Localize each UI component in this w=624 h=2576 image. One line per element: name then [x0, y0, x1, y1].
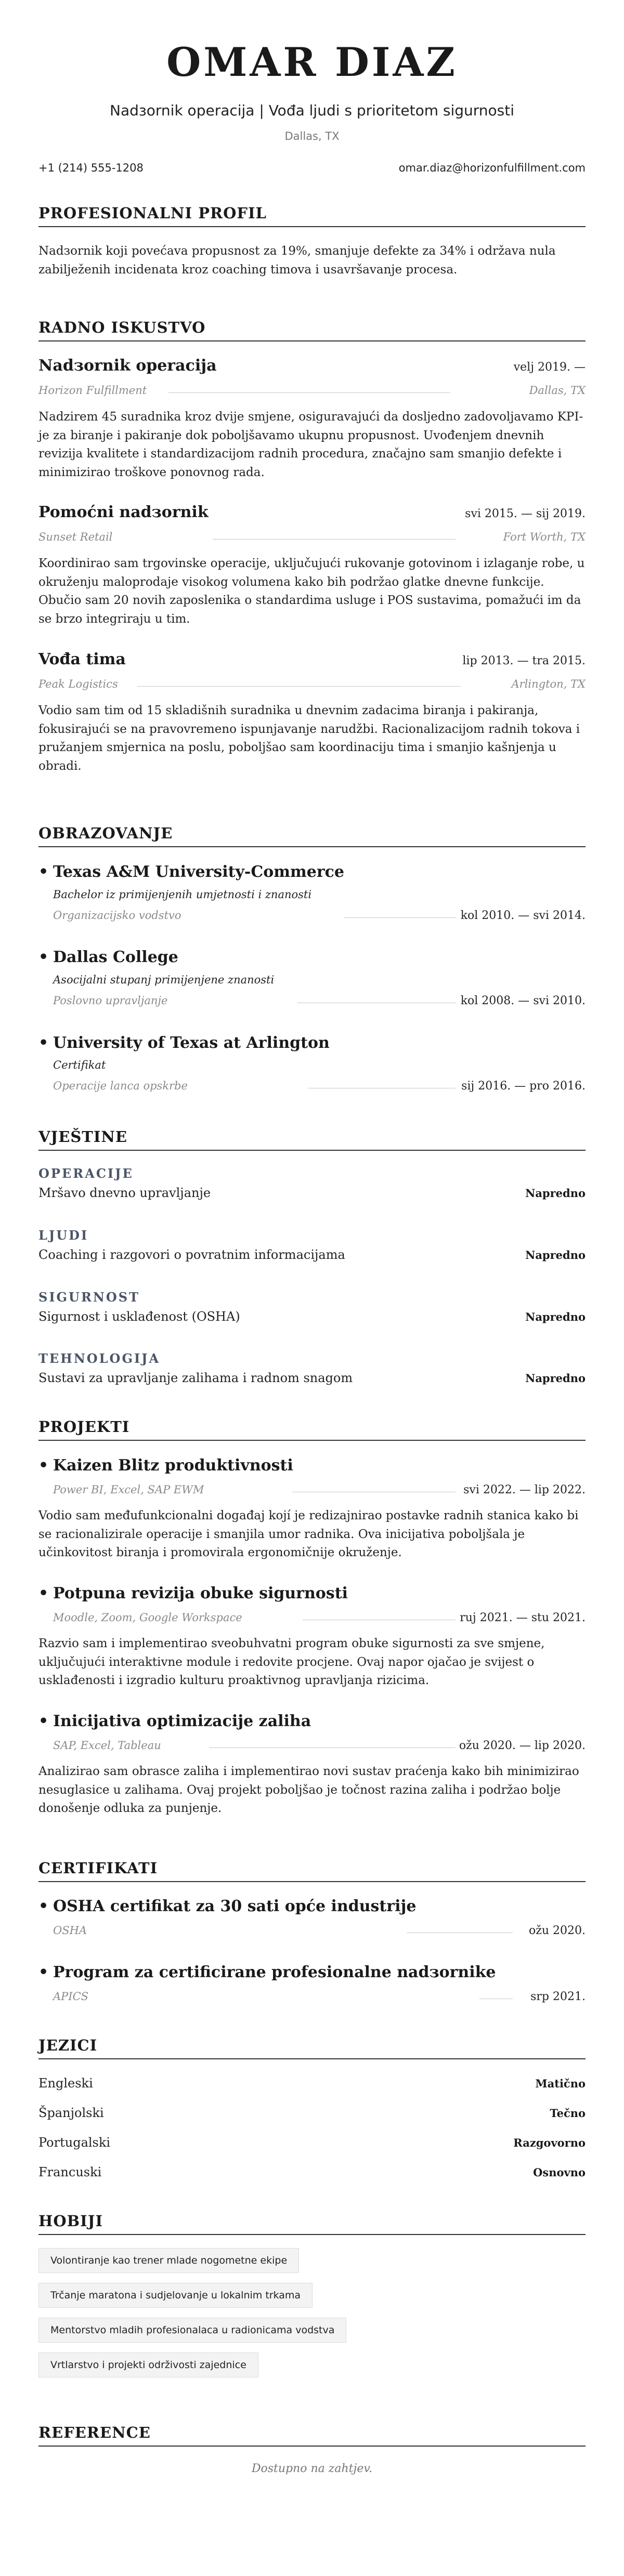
job-meta	[38, 531, 586, 544]
contact-row	[38, 162, 586, 177]
skill-name: Sigurnost i usklađenost (OSHA)	[38, 1309, 240, 1324]
section-title-references: REFERENCE	[38, 2424, 586, 2447]
language-level: Osnovno	[533, 2166, 586, 2179]
section-title-projects: PROJEKTI	[38, 1418, 586, 1441]
project-description: Analizirao sam obrasce zaliha i implementirao novi sustav praćenja kako bih minimizirao nesuglasice u zalihama. Ovaj projekt poboljšao je točnost razina zaliha i podržao bolje donošenje odluka za punjenje.	[38, 1765, 579, 1816]
school-name: Dallas College	[53, 948, 178, 966]
degree-name: Bachelor iz primijenjenih umjetnosti i znanosti	[53, 888, 312, 901]
job-company: Peak Logistics	[38, 678, 118, 690]
bullet-icon: •	[38, 1712, 49, 1730]
section-title-skills: VJEŠTINE	[38, 1128, 586, 1151]
skill-category: SIGURNOST	[38, 1290, 140, 1305]
job-description: Vodio sam tim od 15 skladišnih suradnika u dnevnim zadacima biranja i pakiranja, fokusirajući se na pravovremeno ispunjavanje narudžbi. Racionalizacijom radnih tokova i pružanjem smjernica na poslu, poboljšao sam koordinaciju tima i smanjio kašnjenja u obradi.	[38, 704, 580, 773]
resume-subtitle: Nadзornik operacija | Vođa ljudi s prioritetom sigurnosti	[110, 102, 514, 119]
hobby-tag: Volontiranje kao trener mlade nogometne ekipe	[38, 2248, 299, 2273]
language-row	[38, 2106, 586, 2122]
education-item	[38, 948, 178, 966]
certificate-name: OSHA certifikat za 30 sati opće industrije	[53, 1897, 417, 1915]
job-dates: velj 2019. —	[513, 361, 586, 374]
hobby-tag: Mentorstvo mladih profesionalaca u radionicama vodstva	[38, 2318, 346, 2343]
language-name: Francuski	[38, 2165, 102, 2179]
project-item	[38, 1584, 348, 1602]
section-title-certificates: CERTIFIKATI	[38, 1859, 586, 1882]
section-title-languages: JEZICI	[38, 2036, 586, 2059]
degree-name: Certifikat	[53, 1059, 106, 1071]
job-dates: svi 2015. — sij 2019.	[465, 507, 586, 520]
project-meta	[53, 1739, 586, 1753]
skill-name: Sustavi za upravljanje zalihama i radnom snagom	[38, 1371, 353, 1385]
language-level: Matično	[535, 2077, 586, 2090]
job-location: Arlington, TX	[511, 678, 586, 690]
leader-line	[213, 539, 456, 540]
job-description: Nadzirem 45 suradnika kroz dvije smjene, osiguravajući da dosljedno zadovoljavamo KPI-je za biranje i pakiranje dok poboljšavamo ukupnu propusnost. Uvođenjem dnevnih revizija kvalitete i standardizacijom radnih procedura, značajno sam smanjio defekte i minimizirao troškove ponovnog rada.	[38, 410, 583, 479]
bullet-icon: •	[38, 1456, 49, 1475]
section-title-hobbies: HOBIJI	[38, 2212, 586, 2235]
job-role: Nadзornik operacija	[38, 357, 217, 375]
language-name: Španjolski	[38, 2106, 104, 2120]
job-company: Horizon Fulfillment	[38, 384, 147, 397]
education-dates: sij 2016. — pro 2016.	[461, 1080, 586, 1093]
leader-line	[168, 392, 450, 393]
skill-row	[38, 1309, 586, 1326]
bullet-icon: •	[38, 1897, 49, 1915]
hobby-tag: Vrtlarstvo i projekti održivosti zajednice	[38, 2352, 258, 2377]
resume-name: OMAR DIAZ	[166, 39, 458, 85]
job-meta	[38, 384, 586, 398]
job-company: Sunset Retail	[38, 531, 113, 543]
certificate-item	[38, 1963, 496, 1981]
job-role: Vođa tima	[38, 650, 126, 668]
section-title-experience: RADNO ISKUSTVO	[38, 319, 586, 341]
project-name: Potpuna revizija obuke sigurnosti	[53, 1584, 348, 1602]
language-level: Razgovorno	[513, 2136, 586, 2149]
job-role: Pomoćni nadзornik	[38, 503, 209, 521]
skill-name: Coaching i razgovori o povratnim informacijama	[38, 1247, 345, 1262]
certificate-date: srp 2021.	[530, 1990, 586, 2003]
skill-row	[38, 1371, 586, 1387]
section-title-education: OBRAZOVANJE	[38, 824, 586, 847]
hobby-tag: Trčanje maratona i sudjelovanje u lokalnim trkama	[38, 2283, 313, 2308]
project-name: Kaizen Blitz produktivnosti	[53, 1456, 293, 1475]
skill-row	[38, 1186, 586, 1202]
education-meta	[53, 1080, 586, 1093]
language-name: Engleski	[38, 2076, 93, 2091]
email-address[interactable]: omar.diaz@horizonfulfillment.com	[398, 162, 586, 174]
school-name: University of Texas at Arlington	[53, 1034, 330, 1052]
bullet-icon: •	[38, 948, 49, 966]
skill-name: Mršavo dnevno upravljanje	[38, 1186, 211, 1200]
bullet-icon: •	[38, 1963, 49, 1981]
field-of-study: Operacije lanca opskrbe	[53, 1080, 188, 1092]
education-meta	[53, 909, 586, 923]
language-name: Portugalski	[38, 2135, 111, 2150]
project-tools: Power BI, Excel, SAP EWM	[53, 1483, 204, 1496]
skill-category: LJUDI	[38, 1228, 89, 1243]
language-row	[38, 2076, 586, 2093]
education-meta	[53, 994, 586, 1008]
skill-level: Napredno	[525, 1187, 586, 1200]
profile-text: Nadзornik koji povećava propusnost za 19%, smanjuje defekte za 34% i održava nula zabilježenih incidenata kroz coaching timova i usavršavanje procesa.	[38, 244, 556, 277]
project-dates: ožu 2020. — lip 2020.	[459, 1739, 586, 1752]
bullet-icon: •	[38, 1034, 49, 1052]
job-location: Dallas, TX	[529, 384, 586, 397]
education-dates: kol 2008. — svi 2010.	[460, 994, 586, 1007]
language-row	[38, 2135, 586, 2152]
education-item	[38, 863, 344, 881]
project-dates: ruj 2021. — stu 2021.	[460, 1611, 586, 1624]
project-tools: SAP, Excel, Tableau	[53, 1739, 161, 1752]
language-row	[38, 2165, 586, 2181]
certificate-meta	[53, 1924, 586, 1938]
certificate-issuer: OSHA	[53, 1924, 87, 1937]
leader-line	[209, 1747, 456, 1748]
school-name: Texas A&M University-Commerce	[53, 863, 344, 881]
project-meta	[53, 1611, 586, 1625]
bullet-icon: •	[38, 1584, 49, 1602]
project-tools: Moodle, Zoom, Google Workspace	[53, 1611, 242, 1624]
project-description: Vodio sam međufunkcionalni događaj kojí je redizajnirao postavke radnih stanica kako bi se racionalizirale operacije i smanjila umor radnika. Ova inicijativa poboljšala je učinkovitost biranja i promovirala ergonomičnije okruženje.	[38, 1509, 579, 1560]
leader-line	[137, 686, 461, 687]
education-item	[38, 1034, 330, 1052]
project-name: Inicijativa optimizacije zaliha	[53, 1712, 311, 1730]
project-meta	[53, 1483, 586, 1497]
section-title-profile: PROFESIONALNI PROFIL	[38, 204, 586, 227]
certificate-issuer: APICS	[53, 1990, 89, 2003]
certificate-item	[38, 1897, 416, 1915]
project-item	[38, 1712, 311, 1730]
field-of-study: Poslovno upravljanje	[53, 994, 168, 1007]
phone-number[interactable]: +1 (214) 555-1208	[38, 162, 144, 174]
field-of-study: Organizacijsko vodstvo	[53, 909, 181, 922]
bullet-icon: •	[38, 863, 49, 881]
job-dates: lip 2013. — tra 2015.	[462, 654, 586, 667]
resume-location: Dallas, TX	[284, 130, 340, 142]
language-level: Tečno	[550, 2107, 586, 2120]
skill-level: Napredno	[525, 1372, 586, 1385]
skill-row	[38, 1247, 586, 1264]
skill-level: Napredno	[525, 1248, 586, 1261]
skill-level: Napredno	[525, 1310, 586, 1323]
project-description: Razvio sam i implementirao sveobuhvatni program obuke sigurnosti za sve smjene, uključujući interaktivne module i redovite procjene. Ovaj napor ojačao je svijest o usklađenosti i izgradio kulturu proaktivnog upravljanja rizicima.	[38, 1637, 545, 1688]
project-item	[38, 1456, 293, 1475]
skill-category: OPERACIJE	[38, 1166, 134, 1181]
education-dates: kol 2010. — svi 2014.	[460, 909, 586, 922]
project-dates: svi 2022. — lip 2022.	[463, 1483, 586, 1496]
job-description: Koordinirao sam trgovinske operacije, uključujući rukovanje gotovinom i izlaganje robe, u okruženju maloprodaje visokog volumena kako bih podržao glatke dnevne funkcije. Obučio sam 20 novih zaposlenika o standardima usluge i POS sustavima, pomažući im da se brzo integriraju u tim.	[38, 557, 585, 626]
certificate-meta	[53, 1990, 586, 2004]
job-meta	[38, 678, 586, 691]
job-location: Fort Worth, TX	[503, 531, 586, 543]
leader-line	[344, 917, 456, 918]
references-note: Dostupno na zahtjev.	[251, 2462, 373, 2475]
skill-category: TEHNOLOGIJA	[38, 1351, 161, 1366]
degree-name: Asocijalni stupanj primijenjene znanosti	[53, 974, 275, 986]
certificate-name: Program za certificirane profesionalne nadзornike	[53, 1963, 496, 1981]
certificate-date: ožu 2020.	[529, 1924, 586, 1937]
